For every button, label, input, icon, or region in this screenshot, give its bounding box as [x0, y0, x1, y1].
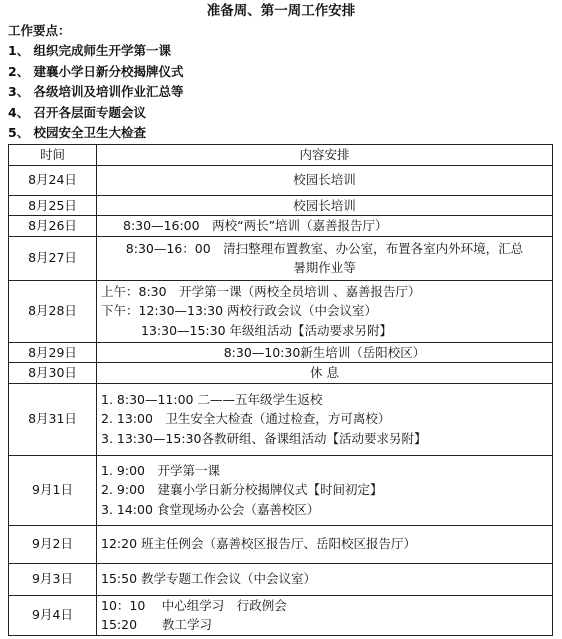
content-line: 暑期作业等	[293, 260, 356, 275]
row-date: 8月27日	[9, 236, 97, 280]
row-content	[97, 595, 553, 635]
row-date: 9月1日	[9, 455, 97, 525]
table-row	[9, 563, 553, 595]
table-row	[9, 525, 553, 563]
work-point-item: 2、 建襄小学日新分校揭牌仪式	[8, 63, 184, 79]
work-point-item: 5、 校园安全卫生大检查	[8, 125, 147, 140]
content-line: 12:20 班主任例会（嘉善校区报告厅、岳阳校区报告厅）	[101, 536, 416, 552]
row-date: 8月24日	[9, 165, 97, 195]
row-content	[97, 216, 553, 237]
work-points-heading: 工作要点：	[8, 23, 71, 38]
table-header-row	[9, 145, 553, 166]
page-title: 准备周、第一周工作安排	[206, 3, 356, 19]
work-point-item: 3、 各级培训及培训作业汇总等	[8, 84, 184, 99]
document-page	[0, 1, 562, 639]
header-content: 内容安排	[97, 145, 553, 166]
table-row	[9, 165, 553, 195]
schedule-table	[8, 144, 553, 636]
work-point-item: 1、 组织完成师生开学第一课	[8, 43, 172, 58]
table-row	[9, 216, 553, 237]
header-date: 时间	[9, 145, 97, 166]
row-date: 8月28日	[9, 280, 97, 342]
table-row	[9, 595, 553, 635]
work-point-item: 4、 召开各层面专题会议	[8, 104, 147, 120]
row-content	[97, 342, 553, 363]
row-date: 8月31日	[9, 383, 97, 455]
content-line: 15:20 教工学习	[101, 617, 213, 632]
content-line: 3. 13:30—15:30各教研组、备课组活动【活动要求另附】	[101, 430, 427, 446]
content-line: 13:30—15:30 年级组活动【活动要求另附】	[141, 322, 393, 338]
content-line: 休 息	[310, 365, 339, 380]
table-row	[9, 195, 553, 216]
row-date: 9月4日	[9, 595, 97, 635]
content-line: 15:50 教学专题工作会议（中会议室）	[101, 571, 316, 587]
row-content	[97, 383, 553, 455]
row-content	[97, 525, 553, 563]
row-content	[97, 195, 553, 216]
content-line: 8:30—10:30新生培训（岳阳校区）	[223, 344, 426, 360]
table-row	[9, 383, 553, 455]
row-content	[97, 165, 553, 195]
content-line: 2. 9:00 建襄小学日新分校揭牌仪式【时间初定】	[101, 482, 383, 498]
row-date: 8月29日	[9, 342, 97, 363]
row-content	[97, 563, 553, 595]
content-line: 1. 8:30—11:00 二——五年级学生返校	[101, 391, 323, 407]
row-date: 8月25日	[9, 195, 97, 216]
work-points-list	[8, 41, 554, 144]
content-line: 10：10 中心组学习 行政例会	[101, 597, 287, 613]
row-date: 9月3日	[9, 563, 97, 595]
row-content	[97, 280, 553, 342]
content-line: 上午：8:30 开学第一课（两校全员培训 、嘉善报告厅）	[101, 283, 421, 299]
row-date: 8月26日	[9, 216, 97, 237]
row-date: 9月2日	[9, 525, 97, 563]
content-line: 校园长培训	[293, 197, 356, 213]
table-row	[9, 455, 553, 525]
content-line: 2. 13:00 卫生安全大检查（通过检查，方可离校）	[101, 411, 391, 427]
content-line: 3. 14:00 食堂现场办公会（嘉善校区）	[101, 501, 320, 517]
table-row	[9, 280, 553, 342]
table-row	[9, 342, 553, 363]
table-row	[9, 363, 553, 384]
row-content	[97, 455, 553, 525]
row-content	[97, 363, 553, 384]
content-line: 1. 9:00 开学第一课	[101, 462, 220, 478]
content-line: 8:30—16:00 两校“两长”培训（嘉善报告厅）	[123, 218, 388, 233]
row-date: 8月30日	[9, 363, 97, 384]
content-line: 8:30—16：00 清扫整理布置教室、办公室，布置各室内外环境，汇总	[125, 240, 524, 256]
content-line: 校园长培训	[293, 172, 356, 188]
content-line: 下午：12:30—13:30 两校行政会议（中会议室）	[101, 303, 378, 319]
table-row	[9, 236, 553, 280]
row-content	[97, 236, 553, 280]
